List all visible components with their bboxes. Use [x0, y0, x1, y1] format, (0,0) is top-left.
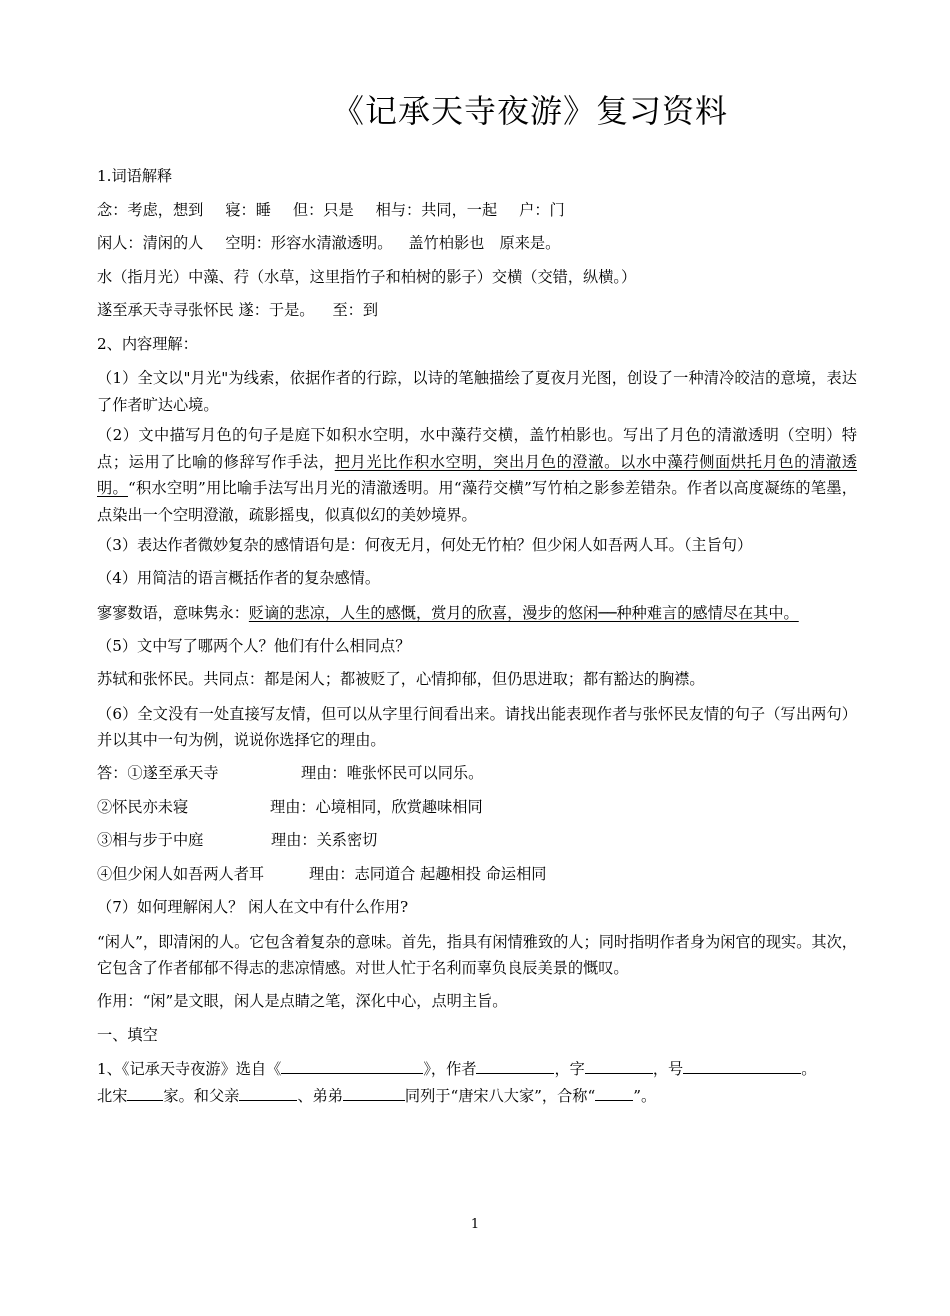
- vocab-item: 空明：形容水清澈透明。: [225, 234, 393, 252]
- vocab-line-1: [97, 194, 857, 228]
- answer-reason: 理由：心境相同，欣赏趣味相同: [270, 797, 483, 816]
- fill-blank[interactable]: [476, 1059, 554, 1074]
- question-3: （3）表达作者微妙复杂的感情语句是：何夜无月，何处无竹柏？但少闲人如吾两人耳。（主旨句）: [97, 536, 753, 554]
- fill-blank[interactable]: [585, 1059, 653, 1074]
- fill-text: 》，作者: [423, 1060, 477, 1078]
- fill-text: ，字: [554, 1060, 585, 1078]
- fill-question-1: [97, 1056, 857, 1109]
- answer-6-4: [97, 858, 857, 892]
- vocab-item: 盖竹柏影也 原来是。: [408, 234, 561, 252]
- fill-text: 、弟弟: [297, 1086, 343, 1105]
- answer-5: 苏轼和张怀民。共同点：都是闲人；都被贬了，心情抑郁，但仍思进取；都有豁达的胸襟。: [97, 670, 705, 688]
- fill-blank[interactable]: [683, 1059, 801, 1074]
- fill-blank[interactable]: [595, 1086, 633, 1101]
- answer-4-underlined: 贬谪的悲凉，人生的感慨，赏月的欣喜，漫步的悠闲──种种难言的感情尽在其中。: [248, 603, 799, 622]
- fill-text: 家。和父亲: [163, 1086, 240, 1105]
- fill-text: 北宋: [97, 1086, 128, 1105]
- vocab-item: 寝：睡: [225, 200, 271, 219]
- answer-4-text: 寥寥数语，意味隽永：: [97, 603, 249, 622]
- vocab-item: 相与：共同，一起: [375, 200, 498, 219]
- answer-6-1: [97, 757, 857, 791]
- vocab-item: 但：只是: [292, 200, 354, 219]
- vocab-item: 闲人：清闲的人: [97, 234, 204, 252]
- answer-sentence: ②怀民亦未寝: [97, 797, 189, 816]
- page-title: 《记承天寺夜游》复习资料: [331, 92, 728, 130]
- answer-sentence: ③相与步于中庭: [97, 831, 204, 849]
- question-4: （4）用简洁的语言概括作者的复杂感情。: [97, 569, 381, 587]
- vocab-item: 至：到: [332, 301, 379, 319]
- section-heading-fill: 一、填空: [97, 1025, 158, 1044]
- fill-text: 同列于“唐宋八大家”，合称“: [404, 1086, 596, 1105]
- question-2: [97, 422, 857, 528]
- document-body: [97, 160, 857, 1113]
- answer-4: [97, 600, 857, 627]
- fill-blank[interactable]: [239, 1086, 297, 1101]
- answer-sentence: ④但少闲人如吾两人者耳: [97, 864, 265, 883]
- question-6: （6）全文没有一处直接写友情，但可以从字里行间看出来。请找出能表现作者与张怀民友情的句子（写出两句）并以其中一句为例，说说你选择它的理由。: [97, 704, 857, 749]
- question-2-text: （2）文中描写月色的句子是庭下如积水空明，水中藻荇交横，盖竹柏影也。写出了月色的清澈透明（空明）特点；运用了比喻的修辞写作手法，: [97, 426, 857, 471]
- section-heading-vocab: 1.词语解释: [97, 167, 173, 185]
- answer-6-3: [97, 824, 857, 858]
- answer-sentence: 答：①遂至承天寺: [97, 764, 219, 782]
- question-2-text-end: “积水空明”用比喻手法写出月光的清澈透明。用“藻荇交横”写竹柏之影参差错杂。作者以高度凝练的笔墨，点染出一个空明澄澈，疏影摇曳，似真似幻的美妙境界。: [97, 479, 857, 524]
- vocab-item: 户：门: [519, 200, 565, 219]
- section-heading-content: 2、内容理解：: [97, 334, 198, 353]
- question-5: （5）文中写了哪两个人？他们有什么相同点？: [97, 636, 411, 655]
- vocab-line-2: [97, 227, 857, 261]
- question-2-underlined: 把月光比作积水空明，突出月色的澄澈。以水中藻荇侧面烘托月色的清澈透明。: [97, 452, 858, 497]
- page-number: 1: [470, 1217, 480, 1232]
- vocab-item: 遂至承天寺寻张怀民 遂：于是。: [97, 301, 315, 319]
- fill-blank[interactable]: [343, 1086, 405, 1101]
- fill-text: ”。: [633, 1086, 657, 1105]
- vocab-item: 念：考虑，想到: [97, 200, 204, 219]
- answer-reason: 理由：关系密切: [271, 831, 378, 849]
- vocab-line-3: 水（指月光）中藻、荇（水草，这里指竹子和柏树的影子）交横（交错，纵横。）: [97, 267, 637, 286]
- question-1: （1）全文以"月光"为线索，依据作者的行踪，以诗的笔触描绘了夏夜月光图，创设了一种清冷皎洁的意境，表达了作者旷达心境。: [97, 369, 857, 414]
- fill-text: 。: [801, 1060, 817, 1078]
- answer-7: “闲人”，即清闲的人。它包含着复杂的意味。首先，指具有闲情雅致的人；同时指明作者身为闲官的现实。其次，它包含了作者郁郁不得志的悲凉情感。对世人忙于名利而辜负良辰美景的慨叹。: [97, 932, 857, 977]
- vocab-line-4: [97, 294, 857, 328]
- fill-blank[interactable]: [281, 1059, 423, 1074]
- answer-reason: 理由：唯张怀民可以同乐。: [301, 764, 484, 782]
- fill-text: 1、《记承天寺夜游》选自《: [97, 1060, 282, 1078]
- question-7: （7）如何理解闲人？ 闲人在文中有什么作用?: [97, 898, 409, 916]
- answer-6-2: [97, 791, 857, 825]
- fill-blank[interactable]: [127, 1086, 163, 1101]
- fill-text: ，号: [652, 1060, 684, 1078]
- answer-7-role: 作用：“闲”是文眼，闲人是点睛之笔，深化中心，点明主旨。: [97, 992, 508, 1010]
- answer-reason: 理由：志同道合 起趣相投 命运相同: [309, 864, 547, 883]
